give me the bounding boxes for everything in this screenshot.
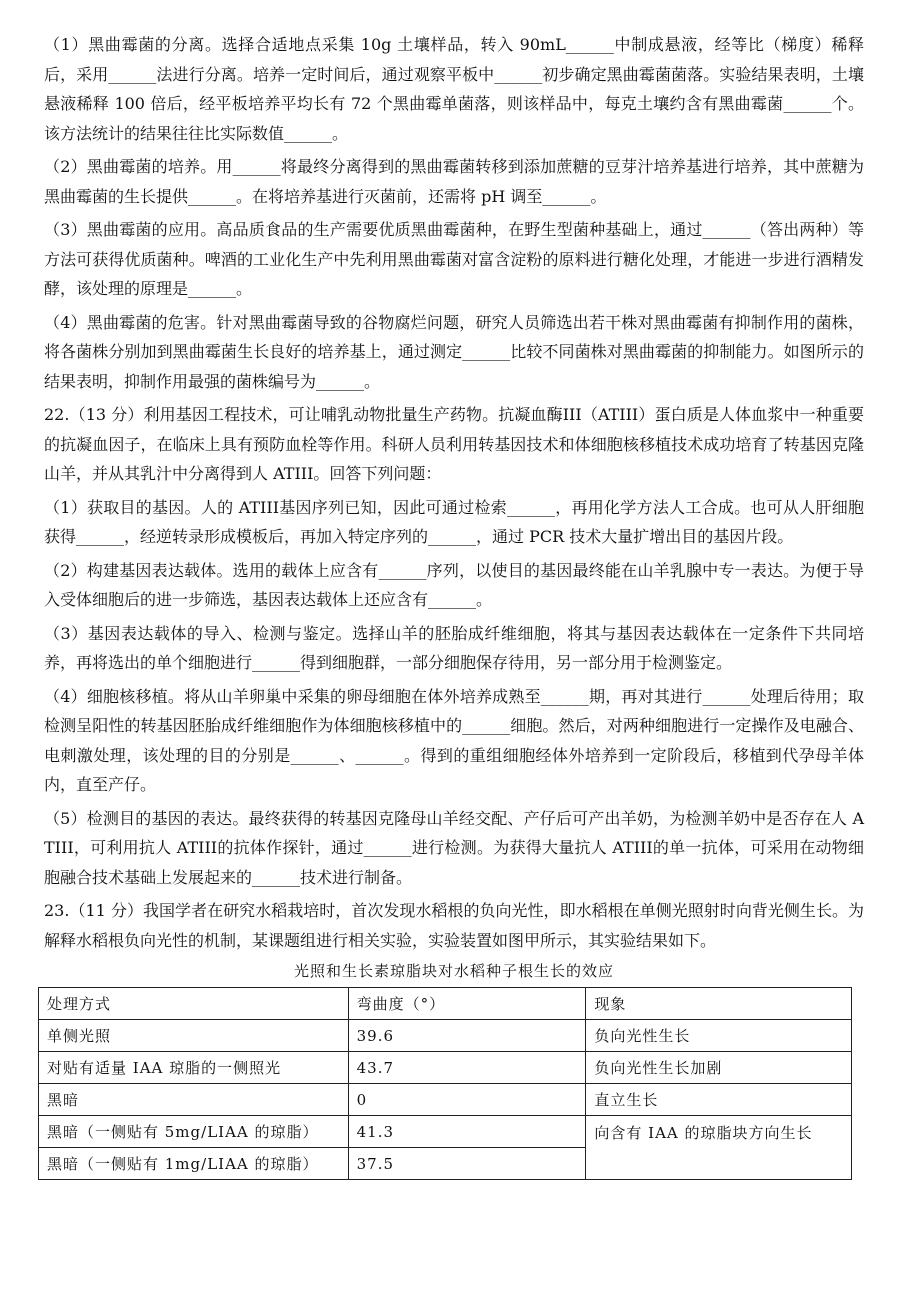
cell-treatment: 单侧光照: [39, 1020, 349, 1052]
paragraph-q22-part1: （1）获取目的基因。人的 ATIII基因序列已知，因此可通过检索______，再用化学方法人工合成。也可从人肝细胞获得______，经逆转录形成模板后，再加入特定序列的______，通过 PCR 技术大量扩增出目的基因片段。: [44, 497, 864, 546]
cell-treatment: 黑暗（一侧贴有 5mg/LIAA 的琼脂）: [39, 1116, 349, 1148]
cell-angle: 41.3: [348, 1116, 586, 1148]
table-header-row: [39, 988, 852, 1020]
cell-treatment: 黑暗: [39, 1084, 349, 1116]
table-row: [39, 1052, 852, 1084]
paragraph-q22-part3: （3）基因表达载体的导入、检测与鉴定。选择山羊的胚胎成纤维细胞，将其与基因表达载体在一定条件下共同培养，再将选出的单个细胞进行______得到细胞群，一部分细胞保存待用，另一部分用于检测鉴定。: [44, 623, 864, 672]
cell-treatment: 黑暗（一侧贴有 1mg/LIAA 的琼脂）: [39, 1148, 349, 1180]
paragraph-q22-part2: （2）构建基因表达载体。选用的载体上应含有______序列，以使目的基因最终能在山羊乳腺中专一表达。为便于导入受体细胞后的进一步筛选，基因表达载体上还应含有______。: [44, 560, 864, 609]
paragraph-q22-intro: 22.（13 分）利用基因工程技术，可让哺乳动物批量生产药物。抗凝血酶III（ATIII）蛋白质是人体血浆中一种重要的抗凝血因子，在临床上具有预防血栓等作用。科研人员利用转基因技术和体细胞核移植技术成功培育了转基因克隆山羊，并从其乳汁中分离得到人 ATIII。回答下列问题：: [44, 405, 864, 483]
header-treatment: 处理方式: [39, 988, 349, 1020]
cell-angle: 39.6: [348, 1020, 586, 1052]
paragraph-q23-intro: 23.（11 分）我国学者在研究水稻栽培时，首次发现水稻根的负向光性，即水稻根在单侧光照射时向背光侧生长。为解释水稻根负向光性的机制，某课题组进行相关实验，实验装置如图甲所示，其实验结果如下。: [44, 901, 864, 950]
cell-angle: 43.7: [348, 1052, 586, 1084]
header-phenomenon: 现象: [586, 988, 852, 1020]
cell-angle: 37.5: [348, 1148, 586, 1180]
cell-phenomenon: 负向光性生长加剧: [586, 1052, 852, 1084]
paragraph-q22-part5: （5）检测目的基因的表达。最终获得的转基因克隆母山羊经交配、产仔后可产出羊奶，为检测羊奶中是否存在人 ATIII，可利用抗人 ATIII的抗体作探针，通过______进行检测。为获得大量抗人 ATIII的单一抗体，可采用在动物细胞融合技术基础上发展起来的______技术进行制备。: [44, 808, 864, 887]
paragraph-q21-part3: （3）黑曲霉菌的应用。高品质食品的生产需要优质黑曲霉菌种，在野生型菌种基础上，通过______（答出两种）等方法可获得优质菌种。啤酒的工业化生产中先利用黑曲霉菌对富含淀粉的原料进行糖化处理，才能进一步进行酒精发酵，该处理的原理是______。: [44, 220, 864, 298]
table-row: [39, 1116, 852, 1148]
paragraph-q22-part4: （4）细胞核移植。将从山羊卵巢中采集的卵母细胞在体外培养成熟至______期，再对其进行______处理后待用；取检测呈阳性的转基因胚胎成纤维细胞作为体细胞核移植中的______细胞。然后，对两种细胞进行一定操作及电融合、电刺激处理，该处理的目的分别是______、______。得到的重组细胞经体外培养到一定阶段后，移植到代孕母羊体内，直至产仔。: [44, 686, 864, 794]
cell-angle: 0: [348, 1084, 586, 1116]
cell-phenomenon: 直立生长: [586, 1084, 852, 1116]
document-page: [44, 30, 864, 1180]
table-title: 光照和生长素琼脂块对水稻种子根生长的效应: [293, 962, 614, 980]
cell-phenomenon-merged: 向含有 IAA 的琼脂块方向生长: [586, 1116, 852, 1180]
table-row: [39, 1084, 852, 1116]
paragraph-q21-part1: （1）黑曲霉菌的分离。选择合适地点采集 10g 土壤样品，转入 90mL______中制成悬液，经等比（梯度）稀释后，采用______法进行分离。培养一定时间后，通过观察平板中______初步确定黑曲霉菌菌落。实验结果表明，土壤悬液稀释 100 倍后，经平板培养平均长有 72 个黑曲霉单菌落，则该样品中，每克土壤约含有黑曲霉菌______个。该方法统计的结果往往比实际数值______。: [44, 35, 864, 143]
table-row: [39, 1020, 852, 1052]
paragraph-q21-part4: （4）黑曲霉菌的危害。针对黑曲霉菌导致的谷物腐烂问题，研究人员筛选出若干株对黑曲霉菌有抑制作用的菌株，将各菌株分别加到黑曲霉菌生长良好的培养基上，通过测定______比较不同菌株对黑曲霉菌的抑制能力。如图所示的结果表明，抑制作用最强的菌株编号为______。: [44, 312, 864, 391]
header-angle: 弯曲度（°）: [348, 988, 586, 1020]
cell-treatment: 对贴有适量 IAA 琼脂的一侧照光: [39, 1052, 349, 1084]
results-table: [38, 987, 852, 1180]
cell-phenomenon: 负向光性生长: [586, 1020, 852, 1052]
paragraph-q21-part2: （2）黑曲霉菌的培养。用______将最终分离得到的黑曲霉菌转移到添加蔗糖的豆芽汁培养基进行培养，其中蔗糖为黑曲霉菌的生长提供______。在将培养基进行灭菌前，还需将 pH 调至______。: [44, 157, 864, 206]
